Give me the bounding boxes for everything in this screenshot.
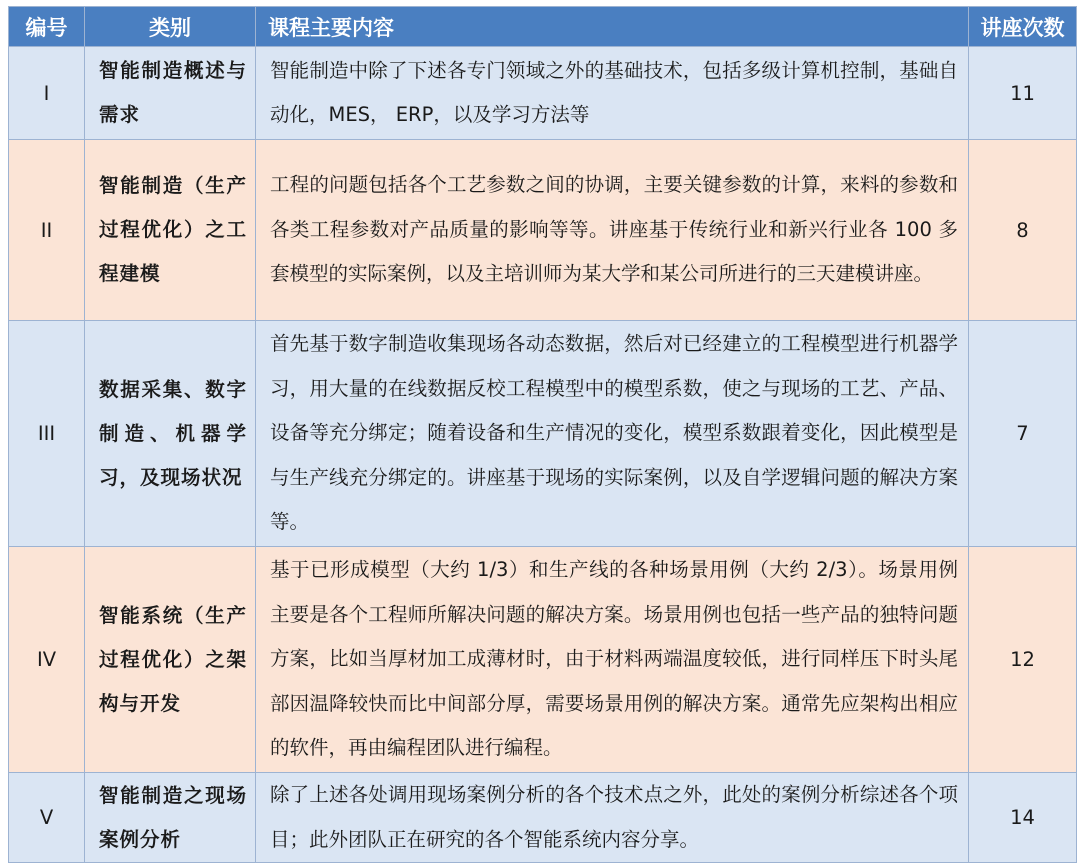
row-number: III <box>9 321 85 547</box>
row-number: V <box>9 773 85 863</box>
row-content: 工程的问题包括各个工艺参数之间的协调，主要关键参数的计算，来料的参数和各类工程参数对产品质量的影响等等。讲座基于传统行业和新兴行业各 100 多套模型的实际案例，以及主培训师为某大学和某公司所进行的三天建模讲座。 <box>256 140 969 321</box>
table-row <box>9 547 1077 773</box>
row-category: 智能制造之现场案例分析 <box>85 773 256 863</box>
row-sessions: 11 <box>969 47 1077 140</box>
row-sessions: 8 <box>969 140 1077 321</box>
row-sessions: 14 <box>969 773 1077 863</box>
row-category: 智能系统（生产过程优化）之架构与开发 <box>85 547 256 773</box>
course-table <box>8 6 1077 863</box>
table-header <box>9 7 1077 47</box>
header-sessions: 讲座次数 <box>969 7 1077 47</box>
table-row <box>9 47 1077 140</box>
row-category: 智能制造（生产过程优化）之工程建模 <box>85 140 256 321</box>
row-content: 除了上述各处调用现场案例分析的各个技术点之外，此处的案例分析综述各个项目；此外团队正在研究的各个智能系统内容分享。 <box>256 773 969 863</box>
row-number: II <box>9 140 85 321</box>
row-sessions: 7 <box>969 321 1077 547</box>
row-category: 数据采集、数字制造、机器学习，及现场状况 <box>85 321 256 547</box>
row-sessions: 12 <box>969 547 1077 773</box>
table-row <box>9 321 1077 547</box>
header-content: 课程主要内容 <box>256 7 969 47</box>
header-category: 类别 <box>85 7 256 47</box>
table-body <box>9 47 1077 863</box>
table-row <box>9 140 1077 321</box>
row-content: 智能制造中除了下述各专门领域之外的基础技术，包括多级计算机控制，基础自动化，MES， ERP，以及学习方法等 <box>256 47 969 140</box>
table-row <box>9 773 1077 863</box>
header-number: 编号 <box>9 7 85 47</box>
row-number: I <box>9 47 85 140</box>
header-row <box>9 7 1077 47</box>
row-number: IV <box>9 547 85 773</box>
row-content: 首先基于数字制造收集现场各动态数据，然后对已经建立的工程模型进行机器学习，用大量的在线数据反校工程模型中的模型系数，使之与现场的工艺、产品、设备等充分绑定；随着设备和生产情况的变化，模型系数跟着变化，因此模型是与生产线充分绑定的。讲座基于现场的实际案例，以及自学逻辑问题的解决方案等。 <box>256 321 969 547</box>
row-content: 基于已形成模型（大约 1/3）和生产线的各种场景用例（大约 2/3）。场景用例主要是各个工程师所解决问题的解决方案。场景用例也包括一些产品的独特问题方案，比如当厚材加工成薄材时，由于材料两端温度较低，进行同样压下时头尾部因温降较快而比中间部分厚，需要场景用例的解决方案。通常先应架构出相应的软件，再由编程团队进行编程。 <box>256 547 969 773</box>
row-category: 智能制造概述与需求 <box>85 47 256 140</box>
